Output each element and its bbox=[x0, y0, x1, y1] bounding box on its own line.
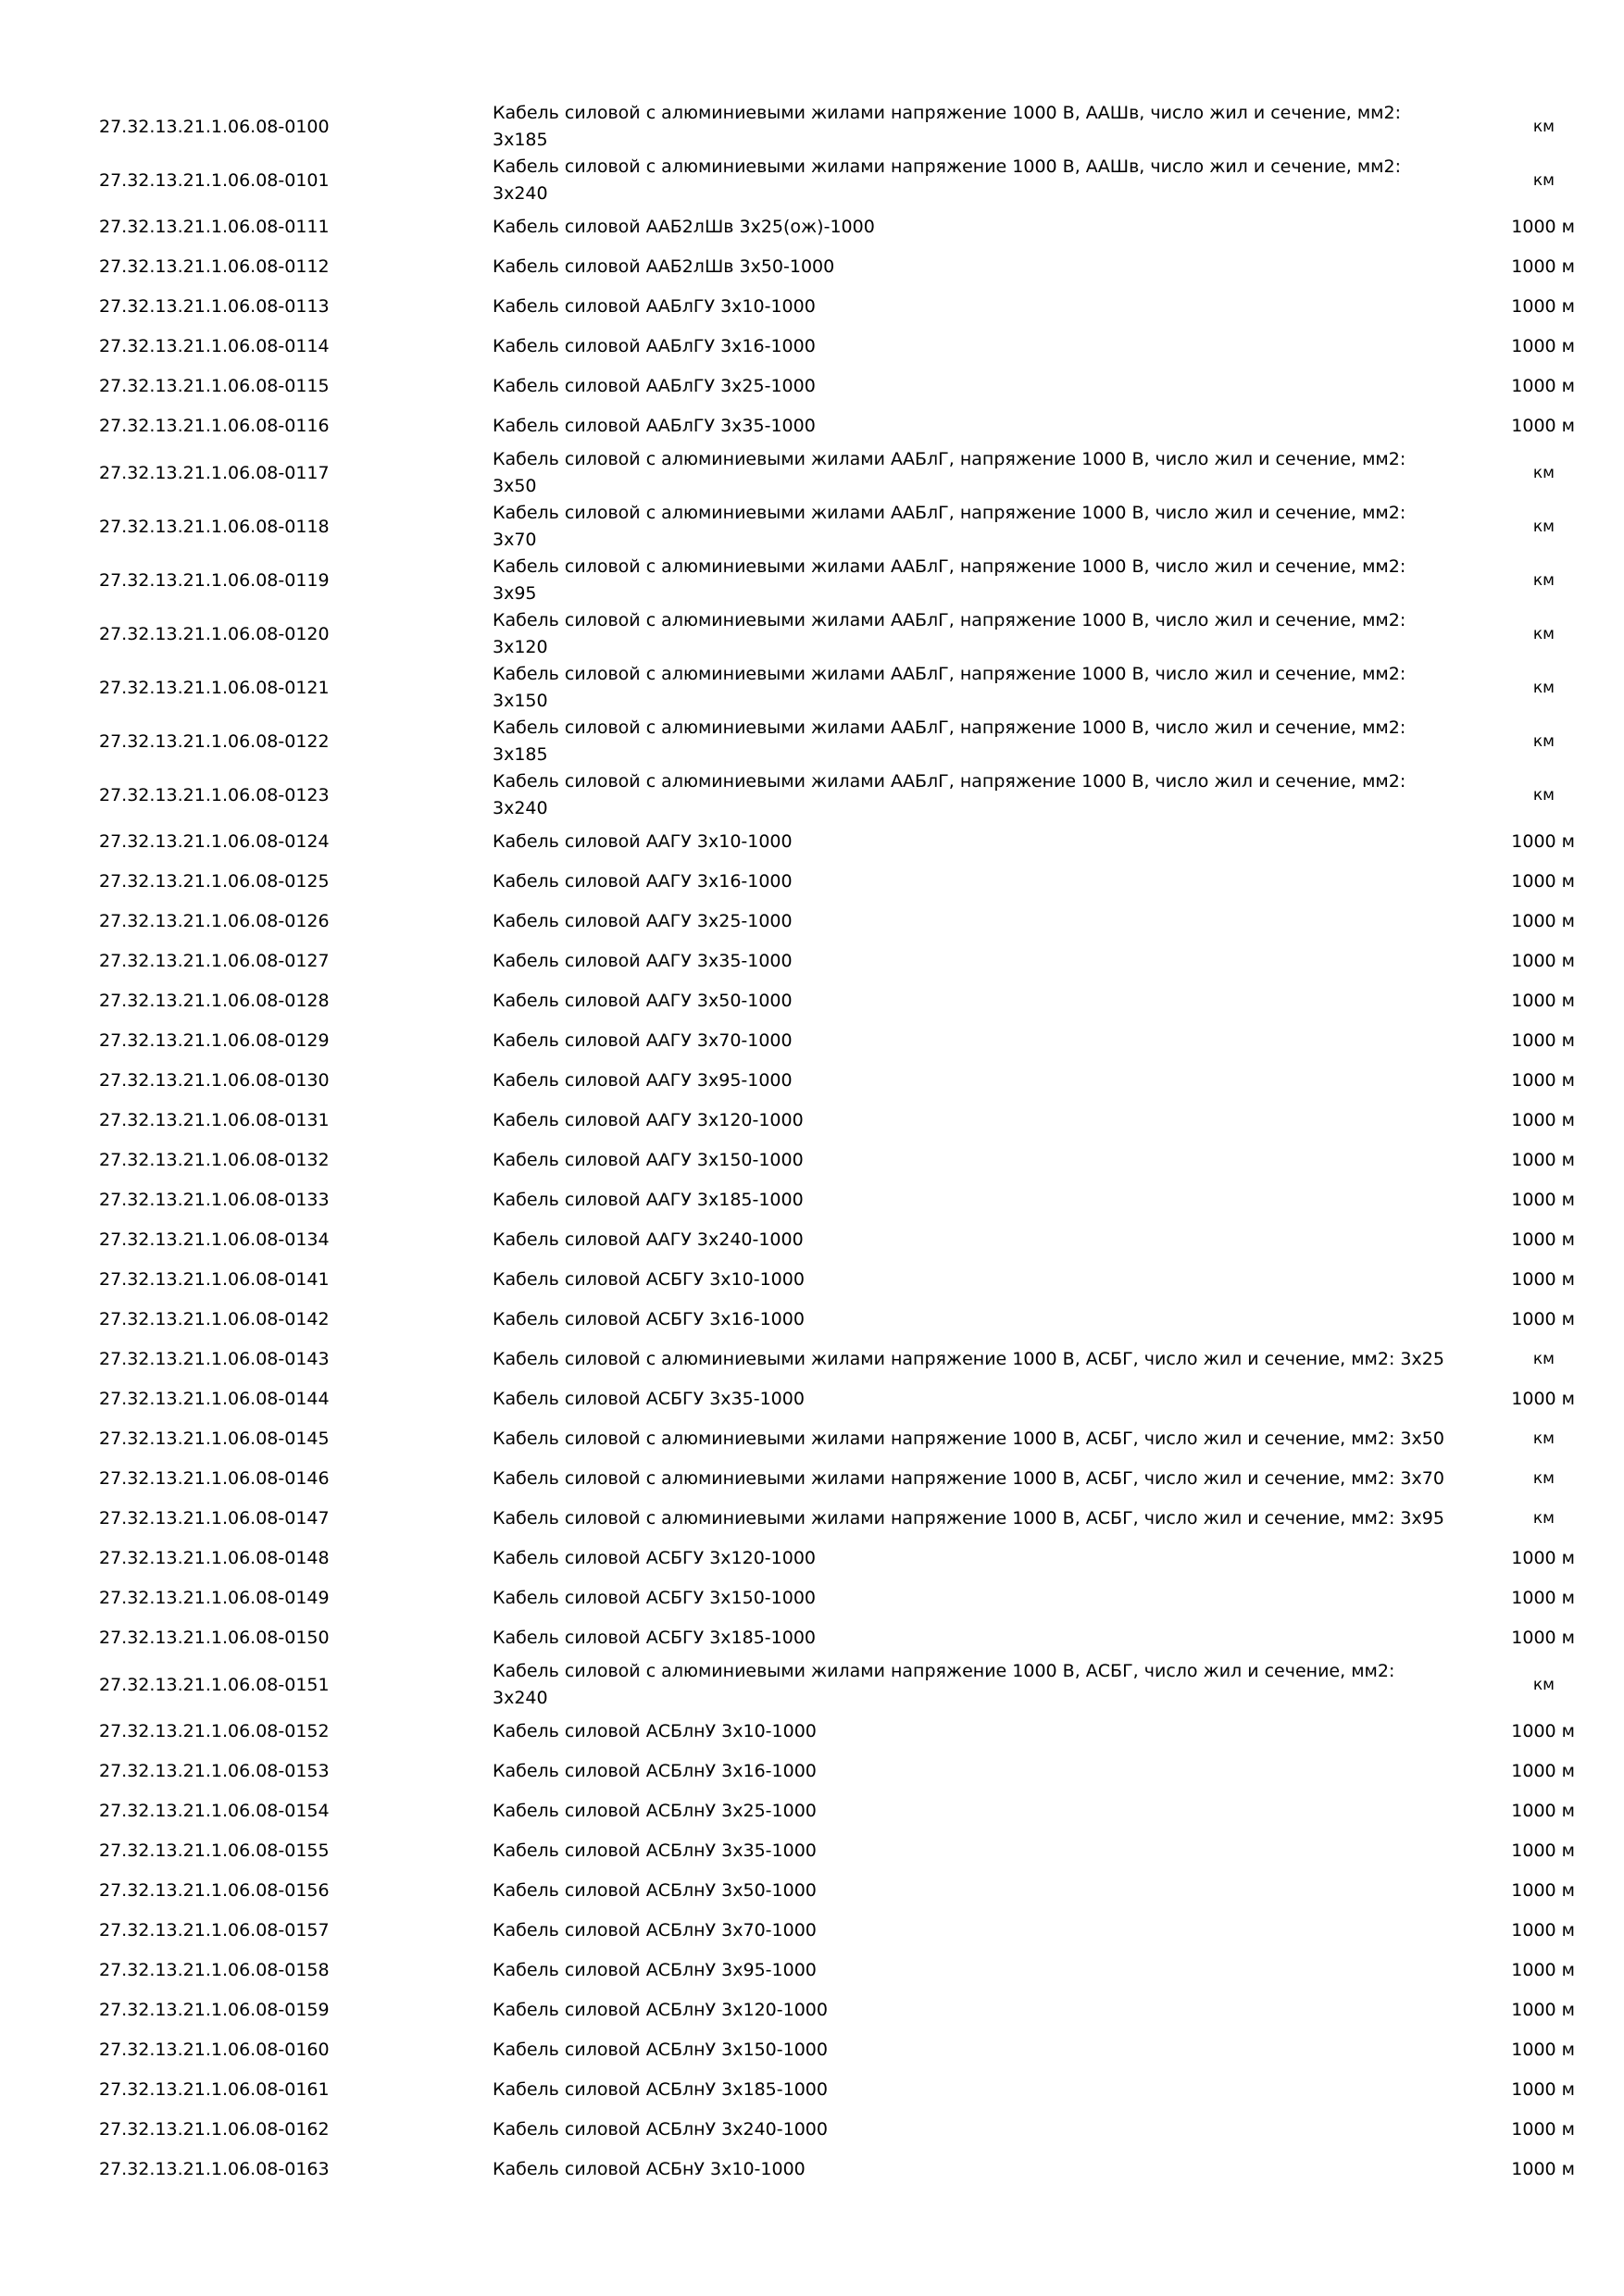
table-row bbox=[0, 1459, 1624, 1499]
row-code: 27.32.13.21.1.06.08-0126 bbox=[99, 911, 330, 931]
row-name: Кабель силовой АСБГУ 3х16-1000 bbox=[493, 1309, 805, 1329]
table-row bbox=[0, 1379, 1624, 1419]
row-code: 27.32.13.21.1.06.08-0131 bbox=[99, 1110, 330, 1130]
row-unit: 1000 м bbox=[1511, 1269, 1575, 1290]
row-code: 27.32.13.21.1.06.08-0101 bbox=[99, 170, 330, 191]
row-name: Кабель силовой АСБлнУ 3х70-1000 bbox=[493, 1920, 817, 1940]
row-name: Кабель силовой АСБлнУ 3х35-1000 bbox=[493, 1841, 817, 1861]
table-row bbox=[0, 1658, 1624, 1712]
row-name: Кабель силовой с алюминиевыми жилами напряжение 1000 В, АСБГ, число жил и сечение, мм2: 3х70 bbox=[493, 1468, 1444, 1489]
row-code: 27.32.13.21.1.06.08-0159 bbox=[99, 2000, 330, 2020]
row-unit: 1000 м bbox=[1511, 1920, 1575, 1940]
row-code: 27.32.13.21.1.06.08-0145 bbox=[99, 1429, 330, 1449]
row-unit: 1000 м bbox=[1511, 2040, 1575, 2060]
table-row bbox=[0, 1180, 1624, 1220]
table-row bbox=[0, 2110, 1624, 2150]
row-code: 27.32.13.21.1.06.08-0122 bbox=[99, 731, 330, 752]
row-name: Кабель силовой АСБГУ 3х35-1000 bbox=[493, 1389, 805, 1409]
row-unit: км bbox=[1532, 1509, 1555, 1528]
table-row bbox=[0, 1300, 1624, 1340]
table-row bbox=[0, 367, 1624, 406]
row-unit: км bbox=[1532, 118, 1555, 136]
table-row bbox=[0, 1061, 1624, 1101]
row-name: Кабель силовой АСБГУ 3х185-1000 bbox=[493, 1628, 817, 1648]
row-unit: 1000 м bbox=[1511, 1110, 1575, 1130]
row-name: Кабель силовой АСБлнУ 3х95-1000 bbox=[493, 1960, 817, 1980]
row-code: 27.32.13.21.1.06.08-0143 bbox=[99, 1349, 330, 1369]
table-row bbox=[0, 1791, 1624, 1831]
row-unit: 1000 м bbox=[1511, 1841, 1575, 1861]
row-code: 27.32.13.21.1.06.08-0142 bbox=[99, 1309, 330, 1329]
row-unit: 1000 м bbox=[1511, 1960, 1575, 1980]
table-row bbox=[0, 1871, 1624, 1911]
row-name: Кабель силовой с алюминиевыми жилами напряжение 1000 В, АСБГ, число жил и сечение, мм2: 3х25 bbox=[493, 1349, 1444, 1369]
table-row bbox=[0, 1831, 1624, 1871]
table-row bbox=[0, 822, 1624, 862]
row-name: Кабель силовой ААГУ 3х25-1000 bbox=[493, 911, 793, 931]
row-name: Кабель силовой ААГУ 3х16-1000 bbox=[493, 871, 793, 892]
row-code: 27.32.13.21.1.06.08-0123 bbox=[99, 785, 330, 805]
row-unit: км bbox=[1532, 1350, 1555, 1368]
row-name: Кабель силовой с алюминиевыми жилами ААБлГ, напряжение 1000 В, число жил и сечение, мм2: 3х95 bbox=[493, 556, 1406, 604]
row-code: 27.32.13.21.1.06.08-0118 bbox=[99, 517, 330, 537]
table-row bbox=[0, 1021, 1624, 1061]
row-name: Кабель силовой с алюминиевыми жилами ААБлГ, напряжение 1000 В, число жил и сечение, мм2: 3х150 bbox=[493, 664, 1406, 711]
row-code: 27.32.13.21.1.06.08-0154 bbox=[99, 1801, 330, 1821]
row-unit: 1000 м bbox=[1511, 1548, 1575, 1568]
row-code: 27.32.13.21.1.06.08-0158 bbox=[99, 1960, 330, 1980]
table-row bbox=[0, 981, 1624, 1021]
row-name: Кабель силовой ААБлГУ 3х10-1000 bbox=[493, 296, 816, 317]
table-row bbox=[0, 100, 1624, 154]
table-row bbox=[0, 406, 1624, 446]
row-unit: км bbox=[1532, 1676, 1555, 1694]
table-row bbox=[0, 715, 1624, 768]
row-unit: 1000 м bbox=[1511, 1628, 1575, 1648]
row-name: Кабель силовой с алюминиевыми жилами напряжение 1000 В, АСБГ, число жил и сечение, мм2: 3х240 bbox=[493, 1661, 1395, 1708]
row-code: 27.32.13.21.1.06.08-0128 bbox=[99, 991, 330, 1011]
row-unit: 1000 м bbox=[1511, 217, 1575, 237]
row-code: 27.32.13.21.1.06.08-0121 bbox=[99, 678, 330, 698]
row-unit: км bbox=[1532, 1429, 1555, 1448]
row-name: Кабель силовой АСБлнУ 3х25-1000 bbox=[493, 1801, 817, 1821]
row-unit: км bbox=[1532, 571, 1555, 590]
row-code: 27.32.13.21.1.06.08-0157 bbox=[99, 1920, 330, 1940]
row-unit: 1000 м bbox=[1511, 296, 1575, 317]
row-name: Кабель силовой с алюминиевыми жилами ААБлГ, напряжение 1000 В, число жил и сечение, мм2: 3х240 bbox=[493, 771, 1406, 818]
row-unit: 1000 м bbox=[1511, 336, 1575, 356]
row-unit: км bbox=[1532, 679, 1555, 697]
row-code: 27.32.13.21.1.06.08-0150 bbox=[99, 1628, 330, 1648]
row-name: Кабель силовой с алюминиевыми жилами напряжение 1000 В, АСБГ, число жил и сечение, мм2: 3х95 bbox=[493, 1508, 1444, 1529]
table-row bbox=[0, 942, 1624, 981]
row-unit: 1000 м bbox=[1511, 416, 1575, 436]
row-code: 27.32.13.21.1.06.08-0141 bbox=[99, 1269, 330, 1290]
row-name: Кабель силовой АСБлнУ 3х120-1000 bbox=[493, 2000, 828, 2020]
table-row bbox=[0, 554, 1624, 607]
row-unit: 1000 м bbox=[1511, 1030, 1575, 1051]
row-code: 27.32.13.21.1.06.08-0114 bbox=[99, 336, 330, 356]
table-row bbox=[0, 1951, 1624, 1990]
row-code: 27.32.13.21.1.06.08-0153 bbox=[99, 1761, 330, 1781]
table-row bbox=[0, 287, 1624, 327]
table-row bbox=[0, 768, 1624, 822]
row-unit: км bbox=[1532, 625, 1555, 643]
row-code: 27.32.13.21.1.06.08-0160 bbox=[99, 2040, 330, 2060]
row-unit: км bbox=[1532, 464, 1555, 482]
row-code: 27.32.13.21.1.06.08-0113 bbox=[99, 296, 330, 317]
row-unit: 1000 м bbox=[1511, 871, 1575, 892]
row-code: 27.32.13.21.1.06.08-0162 bbox=[99, 2119, 330, 2140]
table-row bbox=[0, 1911, 1624, 1951]
row-name: Кабель силовой с алюминиевыми жилами ААБлГ, напряжение 1000 В, число жил и сечение, мм2: 3х185 bbox=[493, 718, 1406, 765]
row-unit: 1000 м bbox=[1511, 831, 1575, 852]
table-row bbox=[0, 2150, 1624, 2190]
row-unit: 1000 м bbox=[1511, 1070, 1575, 1091]
table-row bbox=[0, 1419, 1624, 1459]
row-name: Кабель силовой АСБлнУ 3х10-1000 bbox=[493, 1721, 817, 1741]
table-row bbox=[0, 1990, 1624, 2030]
row-name: Кабель силовой АСБлнУ 3х185-1000 bbox=[493, 2079, 828, 2100]
row-unit: 1000 м bbox=[1511, 1801, 1575, 1821]
row-name: Кабель силовой ААБ2лШв 3х25(ож)-1000 bbox=[493, 217, 875, 237]
row-unit: 1000 м bbox=[1511, 1721, 1575, 1741]
row-name: Кабель силовой с алюминиевыми жилами напряжение 1000 В, АСБГ, число жил и сечение, мм2: 3х50 bbox=[493, 1429, 1444, 1449]
row-code: 27.32.13.21.1.06.08-0144 bbox=[99, 1389, 330, 1409]
row-unit: 1000 м bbox=[1511, 2000, 1575, 2020]
row-name: Кабель силовой ААГУ 3х240-1000 bbox=[493, 1229, 804, 1250]
row-unit: 1000 м bbox=[1511, 2159, 1575, 2179]
row-name: Кабель силовой ААГУ 3х95-1000 bbox=[493, 1070, 793, 1091]
row-name: Кабель силовой ААБлГУ 3х35-1000 bbox=[493, 416, 816, 436]
row-unit: 1000 м bbox=[1511, 2119, 1575, 2140]
row-code: 27.32.13.21.1.06.08-0149 bbox=[99, 1588, 330, 1608]
row-code: 27.32.13.21.1.06.08-0134 bbox=[99, 1229, 330, 1250]
table-row bbox=[0, 327, 1624, 367]
row-name: Кабель силовой ААБлГУ 3х16-1000 bbox=[493, 336, 816, 356]
row-unit: 1000 м bbox=[1511, 1150, 1575, 1170]
row-unit: 1000 м bbox=[1511, 1880, 1575, 1901]
row-code: 27.32.13.21.1.06.08-0156 bbox=[99, 1880, 330, 1901]
row-unit: 1000 м bbox=[1511, 1309, 1575, 1329]
row-unit: 1000 м bbox=[1511, 991, 1575, 1011]
row-name: Кабель силовой АСБнУ 3х10-1000 bbox=[493, 2159, 806, 2179]
row-unit: 1000 м bbox=[1511, 256, 1575, 277]
table-row bbox=[0, 446, 1624, 500]
table-row bbox=[0, 1539, 1624, 1578]
row-name: Кабель силовой АСБГУ 3х150-1000 bbox=[493, 1588, 817, 1608]
row-unit: 1000 м bbox=[1511, 1761, 1575, 1781]
row-code: 27.32.13.21.1.06.08-0152 bbox=[99, 1721, 330, 1741]
table-row bbox=[0, 1752, 1624, 1791]
row-code: 27.32.13.21.1.06.08-0146 bbox=[99, 1468, 330, 1489]
row-code: 27.32.13.21.1.06.08-0130 bbox=[99, 1070, 330, 1091]
row-name: Кабель силовой ААГУ 3х10-1000 bbox=[493, 831, 793, 852]
row-code: 27.32.13.21.1.06.08-0132 bbox=[99, 1150, 330, 1170]
table-row bbox=[0, 1499, 1624, 1539]
row-code: 27.32.13.21.1.06.08-0120 bbox=[99, 624, 330, 644]
row-name: Кабель силовой ААГУ 3х70-1000 bbox=[493, 1030, 793, 1051]
table-row bbox=[0, 1101, 1624, 1141]
row-name: Кабель силовой АСБлнУ 3х150-1000 bbox=[493, 2040, 828, 2060]
table-row bbox=[0, 1712, 1624, 1752]
row-code: 27.32.13.21.1.06.08-0127 bbox=[99, 951, 330, 971]
row-code: 27.32.13.21.1.06.08-0129 bbox=[99, 1030, 330, 1051]
row-unit: 1000 м bbox=[1511, 1588, 1575, 1608]
row-unit: км bbox=[1532, 786, 1555, 805]
table-row bbox=[0, 207, 1624, 247]
row-name: Кабель силовой с алюминиевыми жилами напряжение 1000 В, ААШв, число жил и сечение, мм2: 3х240 bbox=[493, 156, 1401, 204]
table-row bbox=[0, 1260, 1624, 1300]
table-row bbox=[0, 1340, 1624, 1379]
table-row bbox=[0, 902, 1624, 942]
table-row bbox=[0, 2070, 1624, 2110]
table-row bbox=[0, 1618, 1624, 1658]
row-code: 27.32.13.21.1.06.08-0147 bbox=[99, 1508, 330, 1529]
table-row bbox=[0, 247, 1624, 287]
row-code: 27.32.13.21.1.06.08-0111 bbox=[99, 217, 330, 237]
row-name: Кабель силовой ААГУ 3х120-1000 bbox=[493, 1110, 804, 1130]
row-code: 27.32.13.21.1.06.08-0163 bbox=[99, 2159, 330, 2179]
row-name: Кабель силовой с алюминиевыми жилами ААБлГ, напряжение 1000 В, число жил и сечение, мм2: 3х120 bbox=[493, 610, 1406, 657]
row-code: 27.32.13.21.1.06.08-0115 bbox=[99, 376, 330, 396]
table-row bbox=[0, 607, 1624, 661]
row-name: Кабель силовой ААБлГУ 3х25-1000 bbox=[493, 376, 816, 396]
row-name: Кабель силовой АСБлнУ 3х240-1000 bbox=[493, 2119, 828, 2140]
row-unit: 1000 м bbox=[1511, 1190, 1575, 1210]
row-name: Кабель силовой ААГУ 3х50-1000 bbox=[493, 991, 793, 1011]
table-row bbox=[0, 1220, 1624, 1260]
row-unit: км bbox=[1532, 518, 1555, 536]
row-unit: км bbox=[1532, 1469, 1555, 1488]
table-row bbox=[0, 500, 1624, 554]
row-code: 27.32.13.21.1.06.08-0116 bbox=[99, 416, 330, 436]
table-row bbox=[0, 661, 1624, 715]
row-name: Кабель силовой АСБГУ 3х120-1000 bbox=[493, 1548, 817, 1568]
row-unit: 1000 м bbox=[1511, 951, 1575, 971]
row-name: Кабель силовой с алюминиевыми жилами ААБлГ, напряжение 1000 В, число жил и сечение, мм2: 3х70 bbox=[493, 503, 1406, 550]
row-unit: км bbox=[1532, 732, 1555, 751]
row-name: Кабель силовой ААГУ 3х35-1000 bbox=[493, 951, 793, 971]
row-name: Кабель силовой с алюминиевыми жилами напряжение 1000 В, ААШв, число жил и сечение, мм2: 3х185 bbox=[493, 103, 1401, 150]
row-code: 27.32.13.21.1.06.08-0133 bbox=[99, 1190, 330, 1210]
row-unit: 1000 м bbox=[1511, 2079, 1575, 2100]
row-code: 27.32.13.21.1.06.08-0151 bbox=[99, 1675, 330, 1695]
row-unit: 1000 м bbox=[1511, 1389, 1575, 1409]
row-name: Кабель силовой АСБГУ 3х10-1000 bbox=[493, 1269, 805, 1290]
row-code: 27.32.13.21.1.06.08-0112 bbox=[99, 256, 330, 277]
row-unit: 1000 м bbox=[1511, 1229, 1575, 1250]
row-unit: 1000 м bbox=[1511, 911, 1575, 931]
table-row bbox=[0, 2030, 1624, 2070]
row-code: 27.32.13.21.1.06.08-0148 bbox=[99, 1548, 330, 1568]
row-code: 27.32.13.21.1.06.08-0161 bbox=[99, 2079, 330, 2100]
row-name: Кабель силовой ААБ2лШв 3х50-1000 bbox=[493, 256, 835, 277]
row-code: 27.32.13.21.1.06.08-0119 bbox=[99, 570, 330, 591]
row-code: 27.32.13.21.1.06.08-0100 bbox=[99, 117, 330, 137]
row-code: 27.32.13.21.1.06.08-0125 bbox=[99, 871, 330, 892]
table-row bbox=[0, 154, 1624, 207]
row-unit: км bbox=[1532, 171, 1555, 190]
row-name: Кабель силовой АСБлнУ 3х16-1000 bbox=[493, 1761, 817, 1781]
row-code: 27.32.13.21.1.06.08-0155 bbox=[99, 1841, 330, 1861]
row-name: Кабель силовой АСБлнУ 3х50-1000 bbox=[493, 1880, 817, 1901]
table-row bbox=[0, 1578, 1624, 1618]
row-unit: 1000 м bbox=[1511, 376, 1575, 396]
row-name: Кабель силовой с алюминиевыми жилами ААБлГ, напряжение 1000 В, число жил и сечение, мм2: 3х50 bbox=[493, 449, 1406, 496]
row-code: 27.32.13.21.1.06.08-0124 bbox=[99, 831, 330, 852]
row-code: 27.32.13.21.1.06.08-0117 bbox=[99, 463, 330, 483]
table-row bbox=[0, 862, 1624, 902]
row-name: Кабель силовой ААГУ 3х150-1000 bbox=[493, 1150, 804, 1170]
row-name: Кабель силовой ААГУ 3х185-1000 bbox=[493, 1190, 804, 1210]
table-row bbox=[0, 1141, 1624, 1180]
